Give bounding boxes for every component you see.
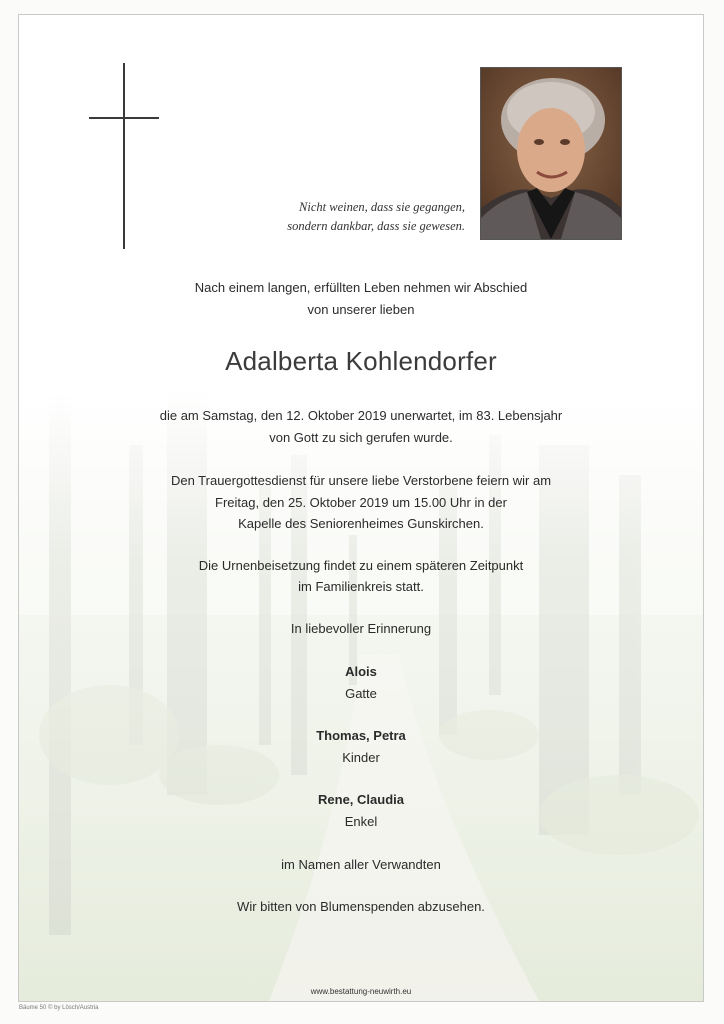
obituary-text — [19, 277, 703, 917]
service-line-1: Den Trauergottesdienst für unsere liebe Verstorbene feiern wir am — [170, 473, 552, 488]
death-paragraph — [19, 405, 703, 448]
mourner-name: Thomas, Petra — [316, 728, 406, 743]
mourner-group — [19, 725, 703, 768]
intro-paragraph — [19, 277, 703, 320]
mourner-name: Alois — [345, 664, 377, 679]
print-credit: Bäume 50 © by Lösch/Austria — [19, 1005, 99, 1011]
service-paragraph — [19, 470, 703, 535]
website-link[interactable]: www.bestattung-neuwirth.eu — [310, 987, 412, 996]
mourner-group — [19, 789, 703, 832]
deceased-name: Adalberta Kohlendorfer — [225, 346, 497, 376]
portrait-photo — [480, 67, 622, 240]
intro-line-2: von unserer lieben — [307, 301, 415, 317]
memorial-quote — [169, 198, 465, 236]
mourner-relation: Gatte — [345, 685, 377, 701]
urn-paragraph — [19, 555, 703, 598]
cross-icon — [89, 63, 159, 249]
mourner-name: Rene, Claudia — [318, 792, 404, 807]
urn-line-2: im Familienkreis statt. — [298, 579, 424, 594]
quote-line-1: Nicht weinen, dass sie gegangen, — [299, 200, 465, 214]
mourner-group — [19, 661, 703, 704]
flowers-notice: Wir bitten von Blumenspenden abzusehen. — [237, 898, 485, 914]
urn-line-1: Die Urnenbeisetzung findet zu einem späteren Zeitpunkt — [198, 557, 524, 573]
service-line-3: Kapelle des Seniorenheimes Gunskirchen. — [238, 516, 484, 531]
death-line-2: von Gott zu sich gerufen wurde. — [269, 429, 453, 445]
intro-line-1: Nach einem langen, erfüllten Leben nehmen wir Abschied — [194, 280, 528, 295]
obituary-frame — [18, 14, 704, 1002]
mourner-relation: Enkel — [344, 813, 378, 829]
quote-line-2: sondern dankbar, dass sie gewesen. — [287, 219, 465, 233]
service-line-2: Freitag, den 25. Oktober 2019 um 15.00 Uhr in der — [215, 494, 507, 510]
memory-line: In liebevoller Erinnerung — [290, 620, 432, 636]
death-line-1: die am Samstag, den 12. Oktober 2019 unerwartet, im 83. Lebensjahr — [159, 408, 563, 423]
mourner-relation: Kinder — [342, 749, 380, 765]
relatives-line: im Namen aller Verwandten — [281, 857, 441, 872]
